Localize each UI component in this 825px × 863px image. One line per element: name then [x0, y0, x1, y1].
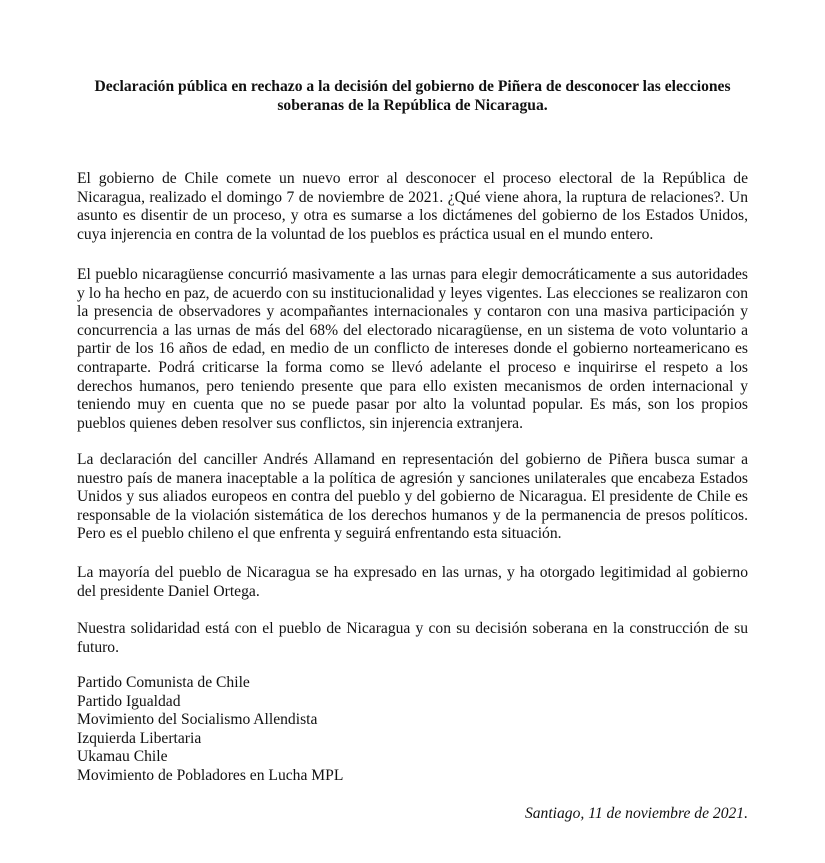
document-title: Declaración pública en rechazo a la decisión del gobierno de Piñera de desconocer las elecciones soberanas de la República de Nicaragua.: [94, 78, 731, 114]
signatory: Movimiento del Socialismo Allendista: [77, 711, 318, 729]
paragraph-4: La mayoría del pueblo de Nicaragua se ha expresado en las urnas, y ha otorgado legitimidad al gobierno del presidente Daniel Ortega.: [77, 564, 748, 600]
signatory: Partido Igualdad: [77, 692, 181, 710]
paragraph-5: Nuestra solidaridad está con el pueblo de Nicaragua y con su decisión soberana en la construcción de su futuro.: [77, 620, 748, 656]
signatories-list: [77, 674, 577, 786]
signatory: Izquierda Libertaria: [77, 729, 202, 747]
dateline: Santiago, 11 de noviembre de 2021.: [524, 805, 748, 822]
paragraph-2: El pueblo nicaragüense concurrió masivamente a las urnas para elegir democráticamente a sus autoridades y lo ha hecho en paz, de acuerdo con su institucionalidad y leyes vigentes. Las elecciones se realizaron con la presencia de observadores y acompañantes internacionales y contaron con una masiva participación y concurrencia a las urnas de más del 68% del electorado nicaragüense, en un sistema de voto voluntario a partir de los 16 años de edad, en medio de un conflicto de intereses donde el gobierno norteamericano es contraparte. Podrá criticarse la forma como se llevó adelante el proceso e inquirirse el respeto a los derechos humanos, pero teniendo presente que para ello existen mecanismos de orden internacional y teniendo muy en cuenta que no se puede pasar por alto la voluntad popular. Es más, son los propios pueblos quienes deben resolver sus conflictos, sin injerencia extranjera.: [77, 266, 748, 432]
paragraph-3: La declaración del canciller Andrés Allamand en representación del gobierno de Piñera busca sumar a nuestro país de manera inaceptable a la política de agresión y sanciones unilaterales que encabeza Estados Unidos y sus aliados europeos en contra del pueblo y del gobierno de Nicaragua. El presidente de Chile es responsable de la violación sistemática de los derechos humanos y de la permanencia de presos políticos. Pero es el pueblo chileno el que enfrenta y seguirá enfrentando esta situación.: [77, 451, 748, 543]
paragraph-1: El gobierno de Chile comete un nuevo error al desconocer el proceso electoral de la República de Nicaragua, realizado el domingo 7 de noviembre de 2021. ¿Qué viene ahora, la ruptura de relaciones?. Un asunto es disentir de un proceso, y otra es sumarse a los dictámenes del gobierno de los Estados Unidos, cuya injerencia en contra de la voluntad de los pueblos es práctica usual en el mundo entero.: [77, 170, 748, 243]
signatory: Partido Comunista de Chile: [77, 674, 250, 691]
signatory: Ukamau Chile: [77, 748, 168, 766]
signatory: Movimiento de Pobladores en Lucha MPL: [77, 766, 344, 784]
